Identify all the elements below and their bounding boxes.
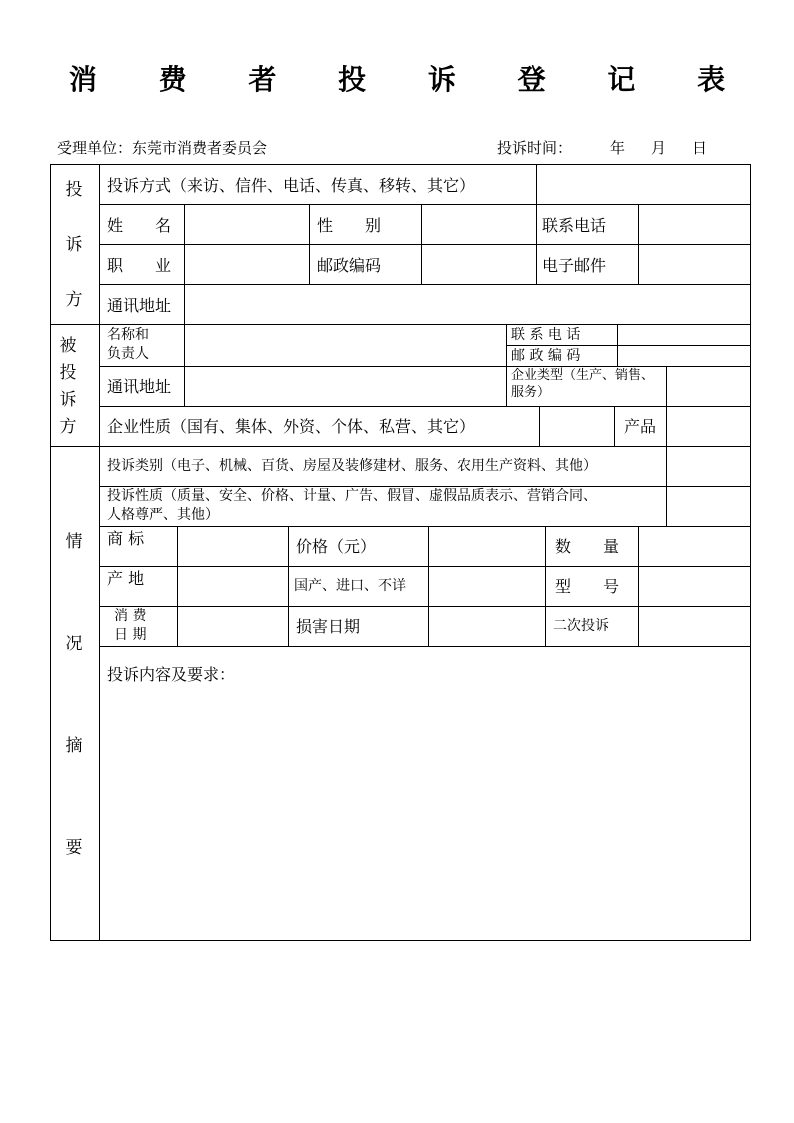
respondent-name-label-line2: 负责人 (107, 346, 149, 362)
year-label: 年 (610, 139, 626, 157)
section-label-complainant: 投 诉 方 (65, 180, 83, 310)
complaint-method-label: 投诉方式（来访、信件、电话、传真、移转、其它） (107, 176, 476, 195)
origin-label: 产 地 (107, 569, 145, 588)
phone-label: 联系电话 (542, 216, 607, 235)
respondent-phone-label: 联 系 电 话 (511, 327, 581, 343)
brand-label: 商 标 (107, 529, 145, 548)
complaint-content-label: 投诉内容及要求： (107, 665, 236, 684)
price-label: 价格（元） (296, 537, 377, 556)
email-label: 电子邮件 (542, 256, 607, 275)
complaint-nature-label-line2: 人格尊严、其他） (107, 507, 219, 523)
product-label: 产品 (624, 417, 657, 436)
page-title: 消 费 者 投 诉 登 记 表 (68, 63, 752, 96)
quantity-label: 数 量 (555, 537, 620, 556)
complaint-nature-label-line1: 投诉性质（质量、安全、价格、计量、广告、假冒、虚假品质表示、营销合同、 (107, 488, 597, 504)
damage-date-label: 损害日期 (296, 617, 361, 636)
respondent-name-label-line1: 名称和 (107, 327, 149, 343)
complaint-category-label: 投诉类别（电子、机械、百货、房屋及装修建材、服务、农用生产资料、其他） (107, 458, 597, 474)
name-label: 姓 名 (107, 216, 172, 235)
company-type-label-line1: 企业类型（生产、销售、 (511, 368, 655, 383)
month-label: 月 (651, 139, 667, 157)
consume-date-label-line1: 消 费 (114, 608, 147, 624)
section-label-summary: 情 况 摘 要 (65, 532, 83, 858)
origin-options: 国产、进口、不详 (294, 578, 406, 594)
respondent-address-label: 通讯地址 (107, 377, 172, 396)
section-label-respondent: 被 投 诉 方 (59, 336, 77, 437)
receiving-unit: 受理单位：东莞市消费者委员会 (57, 139, 268, 157)
consume-date-label-line2: 日 期 (114, 627, 147, 643)
postcode-label: 邮政编码 (317, 256, 382, 275)
second-complaint-label: 二次投诉 (553, 618, 609, 634)
model-label: 型 号 (555, 577, 620, 596)
occupation-label: 职 业 (107, 256, 172, 275)
complaint-time-label: 投诉时间： (497, 139, 573, 157)
company-nature-label: 企业性质（国有、集体、外资、个体、私营、其它） (107, 417, 476, 436)
respondent-postcode-label: 邮 政 编 码 (511, 348, 581, 364)
company-type-label-line2: 服务） (511, 385, 551, 400)
day-label: 日 (692, 139, 708, 157)
gender-label: 性 别 (317, 216, 382, 235)
address-label: 通讯地址 (107, 296, 172, 315)
